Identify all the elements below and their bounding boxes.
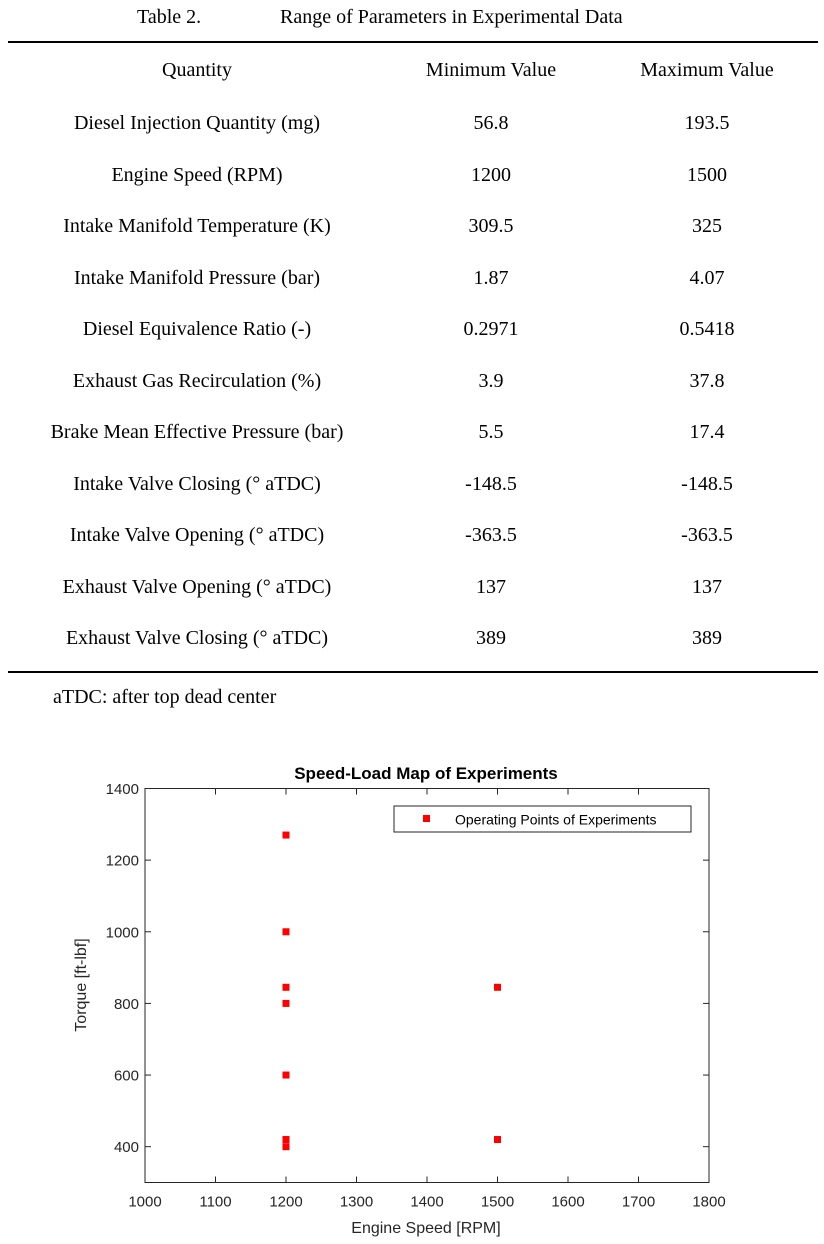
table-row bbox=[8, 98, 818, 150]
row-maximum-value-cell: 37.8 bbox=[689, 369, 725, 392]
row-quantity-cell: Brake Mean Effective Pressure (bar) bbox=[50, 421, 344, 444]
x-tick-label: 1000 bbox=[128, 1193, 162, 1211]
plot-area-frame bbox=[145, 789, 709, 1183]
row-maximum-value-cell: 17.4 bbox=[689, 421, 725, 444]
table-row bbox=[8, 613, 818, 665]
chart-title: Speed-Load Map of Experiments bbox=[294, 764, 558, 783]
speed-load-scatter-chart bbox=[0, 750, 824, 1244]
data-point bbox=[283, 832, 290, 839]
y-tick-label: 400 bbox=[113, 1139, 139, 1157]
row-minimum-value-cell: 56.8 bbox=[473, 112, 509, 135]
table-row bbox=[8, 562, 818, 614]
y-tick-label: 1400 bbox=[105, 781, 139, 798]
row-quantity-cell: Diesel Equivalence Ratio (-) bbox=[82, 318, 312, 341]
row-maximum-value-cell: 0.5418 bbox=[679, 318, 735, 341]
row-minimum-value-cell: 309.5 bbox=[468, 215, 514, 238]
x-tick-label: 1200 bbox=[269, 1193, 303, 1211]
row-minimum-value-cell: -363.5 bbox=[465, 524, 517, 547]
x-tick-label: 1400 bbox=[410, 1193, 444, 1211]
table-row bbox=[8, 510, 818, 562]
row-quantity-cell: Exhaust Valve Opening (° aTDC) bbox=[62, 575, 332, 598]
table-row bbox=[8, 459, 818, 511]
row-quantity-cell: Intake Valve Opening (° aTDC) bbox=[69, 524, 325, 547]
row-quantity-cell: Intake Valve Closing (° aTDC) bbox=[73, 472, 321, 495]
header-quantity: Quantity bbox=[162, 59, 232, 81]
row-minimum-value-cell: 1200 bbox=[471, 163, 511, 186]
table-row bbox=[8, 356, 818, 408]
table-footnote: aTDC: after top dead center bbox=[53, 686, 277, 708]
legend-marker bbox=[423, 815, 430, 822]
row-quantity-cell: Diesel Injection Quantity (mg) bbox=[73, 112, 321, 135]
parameter-range-table bbox=[8, 43, 818, 665]
x-tick-label: 1300 bbox=[339, 1193, 374, 1211]
row-quantity-cell: Exhaust Valve Closing (° aTDC) bbox=[65, 627, 329, 650]
table-row bbox=[8, 253, 818, 305]
table-header-row bbox=[8, 43, 818, 98]
data-point bbox=[283, 928, 290, 935]
row-quantity-cell: Intake Manifold Pressure (bar) bbox=[73, 266, 321, 289]
row-minimum-value-cell: 137 bbox=[476, 575, 506, 598]
y-tick-label: 1200 bbox=[105, 852, 139, 870]
data-point bbox=[283, 1136, 290, 1143]
y-tick-label: 800 bbox=[113, 995, 139, 1013]
data-point bbox=[283, 1000, 290, 1007]
x-tick-label: 1600 bbox=[551, 1193, 585, 1211]
chart-legend bbox=[394, 806, 691, 832]
header-minimum-value: Minimum Value bbox=[425, 59, 557, 81]
table-row bbox=[8, 304, 818, 356]
row-minimum-value-cell: 389 bbox=[476, 627, 506, 650]
table-row bbox=[8, 201, 818, 253]
x-tick-label: 1800 bbox=[692, 1193, 726, 1211]
x-tick-label: 1100 bbox=[199, 1193, 232, 1211]
row-maximum-value-cell: 1500 bbox=[687, 163, 727, 186]
row-maximum-value-cell: -363.5 bbox=[681, 524, 733, 547]
row-minimum-value-cell: -148.5 bbox=[465, 472, 517, 495]
speed-load-map-figure bbox=[0, 750, 824, 1244]
row-maximum-value-cell: 4.07 bbox=[689, 266, 725, 289]
table-row bbox=[8, 150, 818, 202]
row-quantity-cell: Exhaust Gas Recirculation (%) bbox=[72, 369, 322, 392]
row-minimum-value-cell: 3.9 bbox=[478, 369, 504, 392]
data-point bbox=[494, 1136, 501, 1143]
x-tick-label: 1500 bbox=[480, 1193, 515, 1211]
header-maximum-value: Maximum Value bbox=[640, 59, 774, 81]
data-point bbox=[494, 984, 501, 991]
data-point bbox=[283, 1072, 290, 1079]
row-minimum-value-cell: 0.2971 bbox=[463, 318, 519, 341]
row-minimum-value-cell: 1.87 bbox=[473, 266, 509, 289]
y-tick-label: 1000 bbox=[105, 924, 139, 942]
row-quantity-cell: Intake Manifold Temperature (K) bbox=[63, 215, 331, 238]
y-tick-label: 600 bbox=[113, 1067, 139, 1085]
row-minimum-value-cell: 5.5 bbox=[478, 421, 504, 444]
row-maximum-value-cell: -148.5 bbox=[681, 472, 733, 495]
x-tick-label: 1700 bbox=[621, 1193, 656, 1211]
table-bottom-rule bbox=[8, 671, 818, 673]
table-caption-title: Range of Parameters in Experimental Data bbox=[280, 6, 623, 28]
row-maximum-value-cell: 193.5 bbox=[684, 112, 730, 135]
y-axis-label: Torque [ft-lbf] bbox=[73, 938, 90, 1032]
table-caption-label: Table 2. bbox=[137, 6, 202, 28]
row-maximum-value-cell: 325 bbox=[692, 215, 722, 238]
row-maximum-value-cell: 389 bbox=[692, 627, 722, 650]
table-row bbox=[8, 407, 818, 459]
data-point bbox=[283, 1143, 290, 1150]
table-caption bbox=[0, 4, 824, 30]
data-point bbox=[283, 984, 290, 991]
row-maximum-value-cell: 137 bbox=[692, 575, 722, 598]
x-axis-label: Engine Speed [RPM] bbox=[351, 1220, 501, 1237]
row-quantity-cell: Engine Speed (RPM) bbox=[111, 163, 283, 186]
legend-entry-operating-points: Operating Points of Experiments bbox=[455, 811, 657, 828]
